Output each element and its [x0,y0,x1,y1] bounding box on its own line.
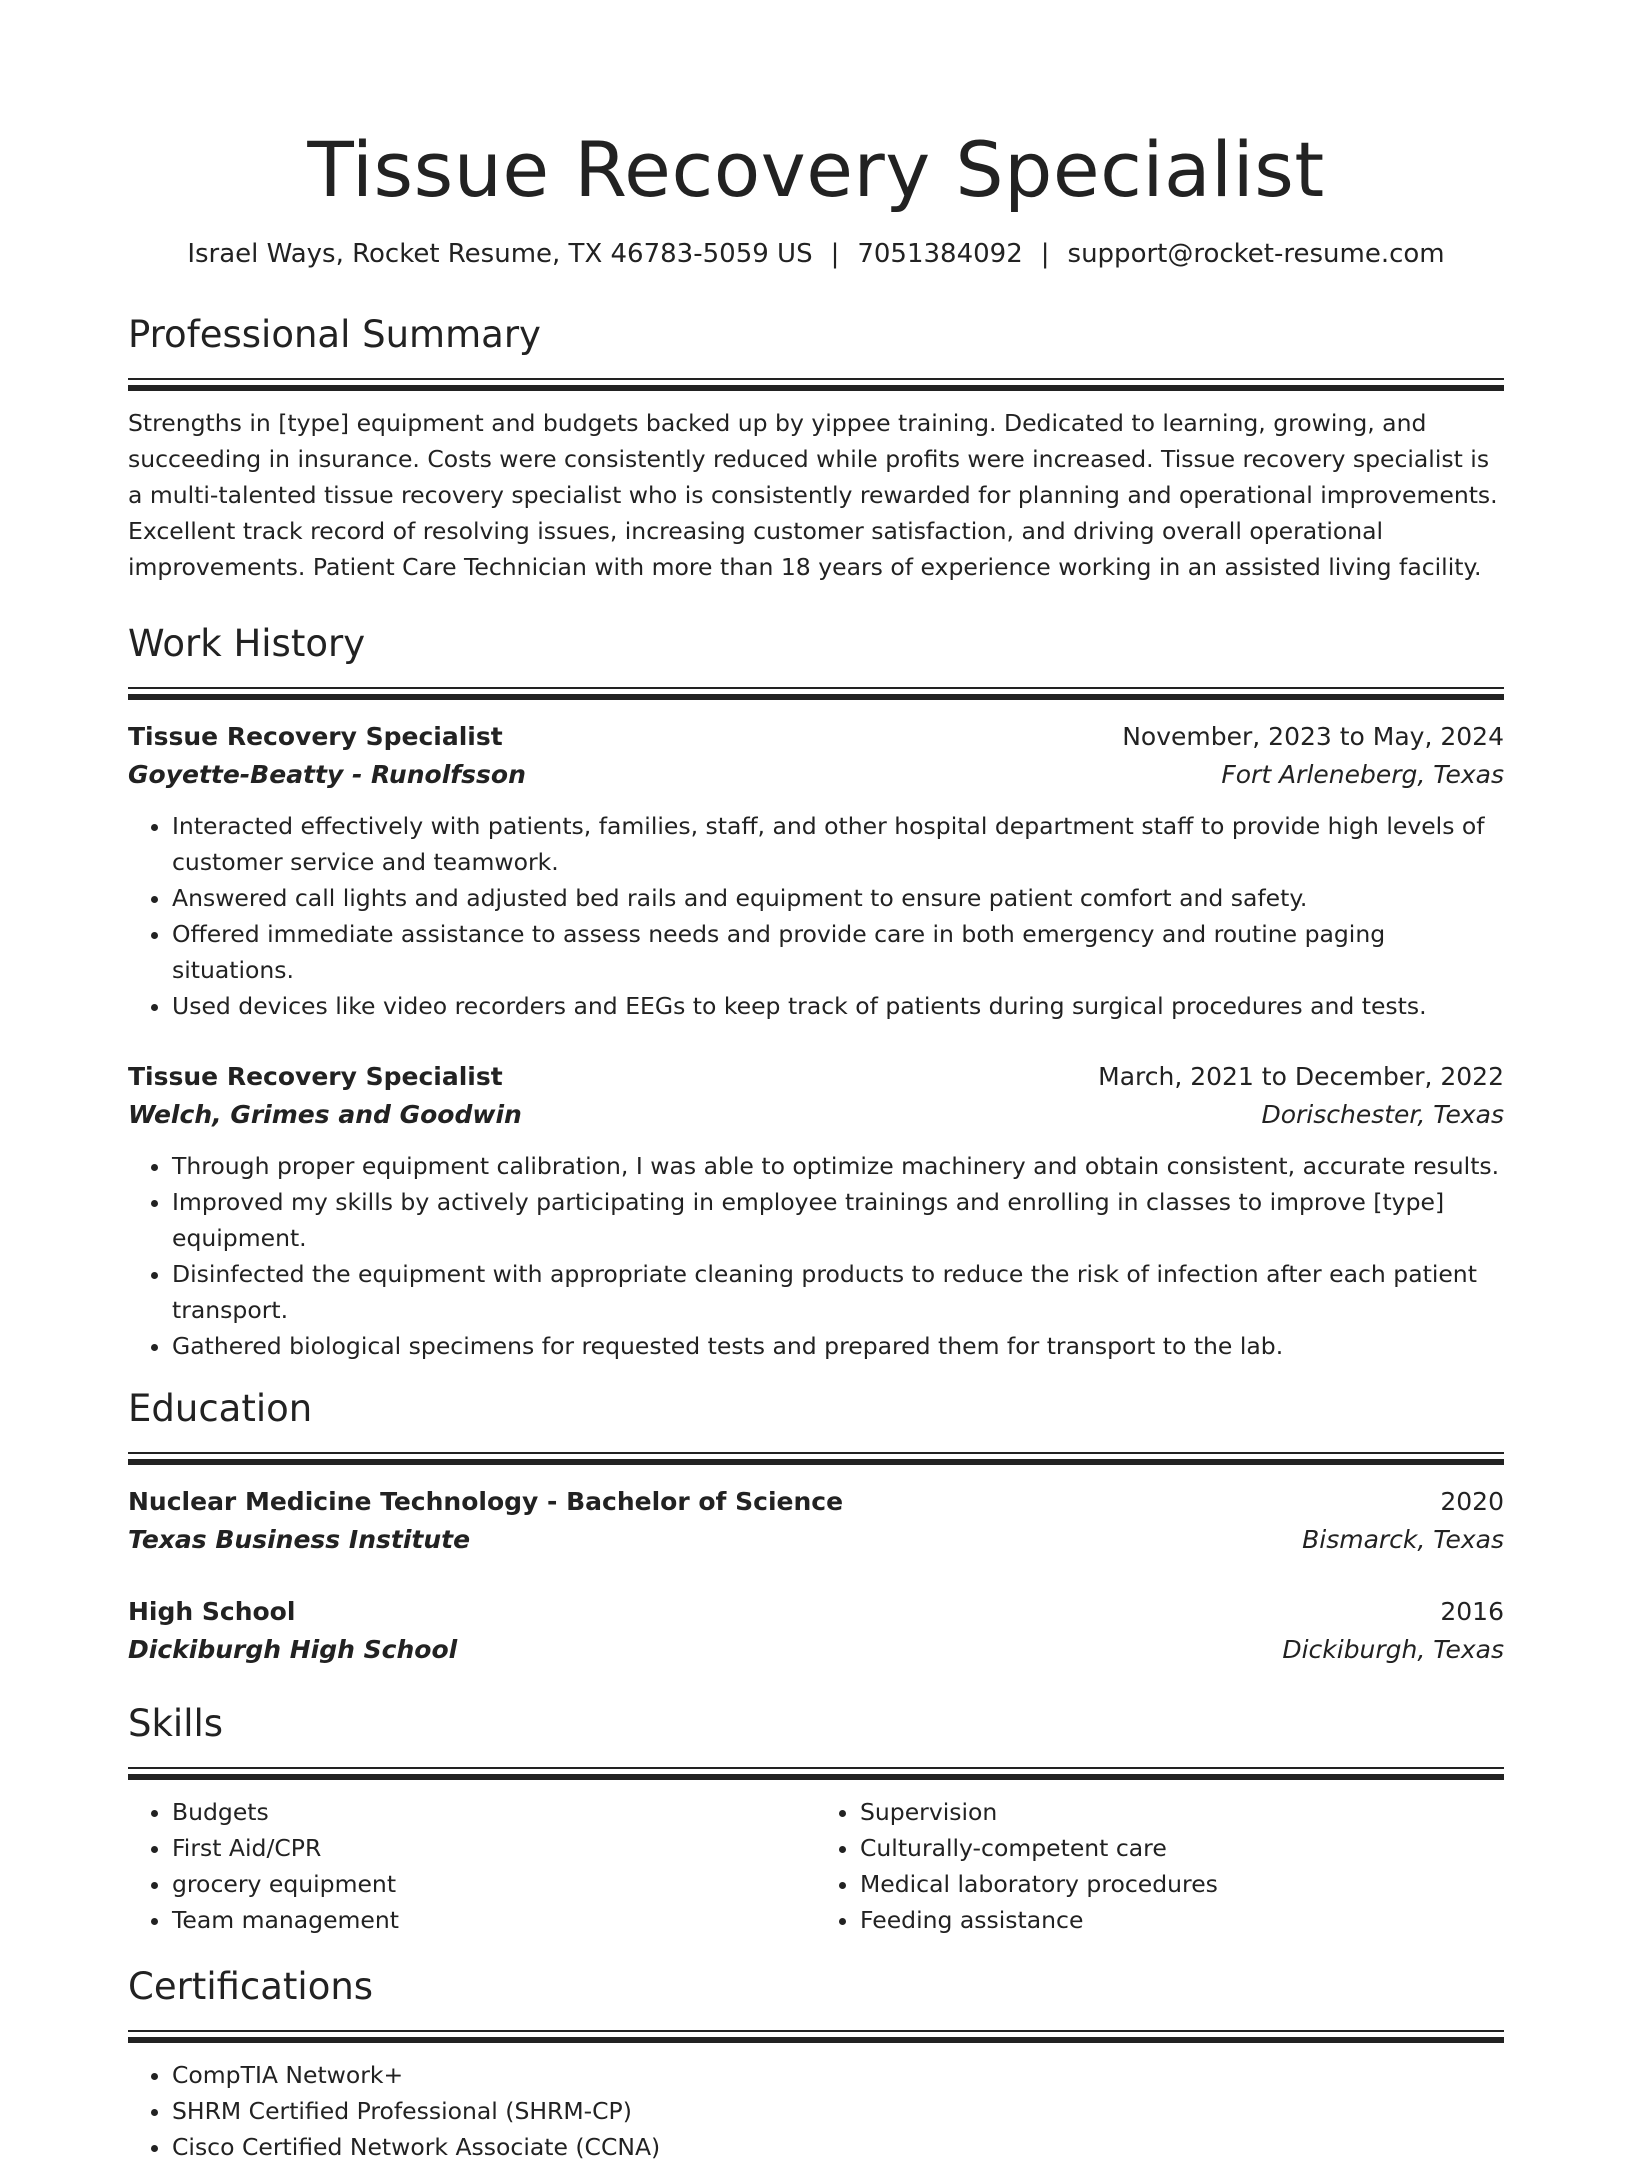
section-divider [128,2030,1504,2032]
contact-address: Israel Ways, Rocket Resume, TX 46783-5059 US [187,239,813,269]
education-year: 2016 [1440,1597,1504,1626]
section-divider [128,1452,1504,1454]
skills-list-right [816,1794,1504,1938]
education-degree: High School [128,1597,296,1626]
education-entry [128,1593,1504,1669]
section-title-skills: Skills [128,1702,224,1745]
section-divider [128,385,1504,391]
certification-item: • SHRM Certified Professional (SHRM-CP) [172,2093,1504,2129]
job-bullet: • Disinfected the equipment with appropriate cleaning products to reduce the risk of infection after each patient transport. [172,1256,1504,1328]
skill-item: • Supervision [860,1794,1504,1830]
work-history-section [128,621,1504,1364]
section-divider [128,1767,1504,1769]
job-company: Welch, Grimes and Goodwin [128,1100,522,1129]
skills-section [128,1701,1504,1938]
job-bullet: • Gathered biological specimens for requested tests and prepared them for transport to the lab. [172,1328,1504,1364]
job-title: Tissue Recovery Specialist [128,1062,503,1091]
skill-item: • First Aid/CPR [172,1830,816,1866]
education-location: Bismarck, Texas [1302,1525,1504,1554]
certifications-section [128,1964,1504,2165]
education-school: Dickiburgh High School [128,1635,458,1664]
certification-item: • CompTIA Network+ [172,2057,1504,2093]
job-bullet: • Answered call lights and adjusted bed rails and equipment to ensure patient comfort and safety. [172,880,1504,916]
job-bullet: • Through proper equipment calibration, I was able to optimize machinery and obtain consistent, accurate results. [172,1148,1504,1184]
section-title-work-history: Work History [128,622,366,665]
skills-list-left [128,1794,816,1938]
job-dates: November, 2023 to May, 2024 [1122,722,1504,751]
contact-separator: | [1040,239,1050,269]
section-divider [128,1459,1504,1465]
job-bullets [128,808,1504,1024]
skill-item: • Culturally-competent care [860,1830,1504,1866]
skill-item: • Medical laboratory procedures [860,1866,1504,1902]
skill-item: • grocery equipment [172,1866,816,1902]
resume-name: Tissue Recovery Specialist [307,125,1325,214]
education-entry [128,1483,1504,1559]
education-degree: Nuclear Medicine Technology - Bachelor of Science [128,1487,844,1516]
section-divider [128,694,1504,700]
section-divider [128,2037,1504,2043]
summary-section [128,312,1504,585]
contact-separator: | [830,239,840,269]
education-section [128,1386,1504,1669]
section-divider [128,378,1504,380]
skill-item: • Team management [172,1902,816,1938]
job-entry [128,718,1504,1024]
job-bullet: • Offered immediate assistance to assess needs and provide care in both emergency and routine paging situations. [172,916,1504,988]
section-title-summary: Professional Summary [128,313,541,356]
certification-item: • Cisco Certified Network Associate (CCNA) [172,2129,1504,2165]
job-title: Tissue Recovery Specialist [128,722,503,751]
job-company: Goyette-Beatty - Runolfsson [128,760,526,789]
job-bullet: • Used devices like video recorders and EEGs to keep track of patients during surgical procedures and tests. [172,988,1504,1024]
skill-item: • Budgets [172,1794,816,1830]
education-year: 2020 [1440,1487,1504,1516]
job-bullets [128,1148,1504,1364]
contact-email: support@rocket-resume.com [1067,239,1445,269]
section-divider [128,687,1504,689]
job-location: Fort Arleneberg, Texas [1221,760,1504,789]
contact-line [128,238,1504,270]
section-divider [128,1774,1504,1780]
contact-phone: 7051384092 [857,239,1023,269]
job-bullet: • Improved my skills by actively participating in employee trainings and enrolling in classes to improve [type] equipment. [172,1184,1504,1256]
job-location: Dorischester, Texas [1261,1100,1504,1129]
section-title-certifications: Certifications [128,1965,374,2008]
education-location: Dickiburgh, Texas [1282,1635,1504,1664]
skill-item: • Feeding assistance [860,1902,1504,1938]
education-school: Texas Business Institute [128,1525,471,1554]
job-dates: March, 2021 to December, 2022 [1098,1062,1504,1091]
section-title-education: Education [128,1387,313,1430]
job-bullet: • Interacted effectively with patients, families, staff, and other hospital department staff to provide high levels of customer service and teamwork. [172,808,1504,880]
certifications-list [128,2057,1504,2165]
summary-text: Strengths in [type] equipment and budgets backed up by yippee training. Dedicated to learning, growing, and succeeding in insurance. Costs were consistently reduced while profits were increased. Tissue recovery specialist is a multi-talented tissue recovery specialist who is consistently rewarded for planning and operational improvements. Excellent track record of resolving issues, increasing customer satisfaction, and driving overall operational improvements. Patient Care Technician with more than 18 years of experience working in an assisted living facility. [128,409,1498,581]
job-entry [128,1058,1504,1364]
skills-columns [128,1794,1504,1938]
